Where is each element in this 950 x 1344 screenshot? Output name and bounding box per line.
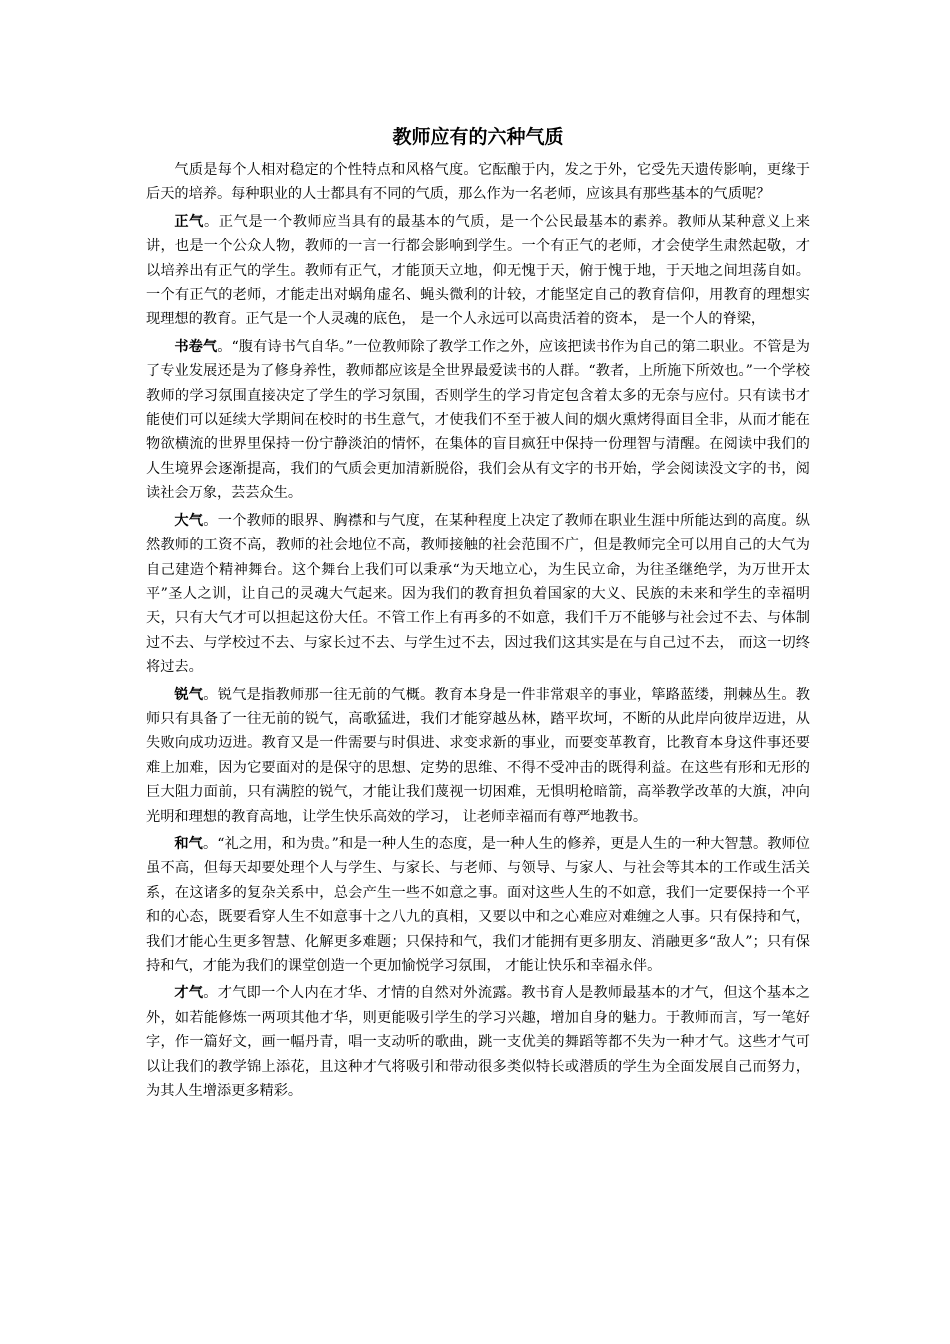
section-term: 和气 (174, 835, 203, 852)
intro-paragraph: 气质是每个人相对稳定的个性特点和风格气度。它酝酿于内，发之于外，它受先天遗传影响，更缘于后天的培养。每种职业的人士都具有不同的气质，那么作为一名老师，应该具有那些基本的气质呢？ (146, 162, 810, 203)
section-text: 。“礼之用，和为贵。”和是一种人生的态度，是一种人生的修养，更是人生的一种大智慧。教师位虽不高，但每天却要处理个人与学生、与家长、与老师、与领导、与家人、与社会等其本的工作或生活关系，在这诸多的复杂关系中，总会产生一些不如意之事。面对这些人生的不如意，我们一定要保持一个平和的心态，既要看穿人生不如意事十之八九的真相，又要以中和之心难应对难缠之人事。只有保持和气，我们才能心生更多智慧、化解更多难题；只保持和气，我们才能拥有更多朋友、消融更多“敌人”；只有保持和气，才能为我们的课堂创造一个更加愉悦学习氛围， 才能让快乐和幸福永伴。 (146, 835, 810, 974)
section-text: 。一个教师的眼界、胸襟和与气度，在某种程度上决定了教师在职业生涯中所能达到的高度。纵然教师的工资不高，教师的社会地位不高，教师接触的社会范围不广，但是教师完全可以用自己的大气为自己建造个精神舞台。这个舞台上我们可以秉承“为天地立心，为生民立命，为往圣继绝学，为万世开太平”圣人之训，让自己的灵魂大气起来。因为我们的教育担负着国家的大义、民族的未来和学生的幸福明天，只有大气才可以担起这份大任。不管工作上有再多的不如意，我们千万不能够与社会过不去、与体制过不去、与学校过不去、与家长过不去、与学生过不去，因过我们这其实是在与自己过不去， 而这一切终将过去。 (146, 512, 810, 676)
section-term: 书卷气 (174, 338, 218, 355)
section-text: 。才气即一个人内在才华、才情的自然对外流露。教书育人是教师最基本的才气，但这个基本之外，如若能修炼一两项其他才华，则更能吸引学生的学习兴趣，增加自身的魅力。于教师而言，写一笔好字，作一篇好文，画一幅丹青，唱一支动听的歌曲，跳一支优美的舞蹈等都不失为一种才气。这些才气可以让我们的教学锦上添花，且这种才气将吸引和带动很多类似特长或潜质的学生为全面发展自己而努力， 为其人生增添更多精彩。 (146, 985, 810, 1100)
section-shujuanqi (146, 335, 810, 506)
section-text: 。正气是一个教师应当具有的最基本的气质，是一个公民最基本的素养。教师从某种意义上来讲，也是一个公众人物，教师的一言一行都会影响到学生。一个有正气的老师，才会使学生肃然起敬，才以培养出有正气的学生。教师有正气，才能顶天立地，仰无愧于天，俯于愧于地，于天地之间坦荡自如。一个有正气的老师，才能走出对蜗角虚名、蝇头微利的计较，才能坚定自己的教育信仰，用教育的理想实现理想的教育。正气是一个人灵魂的底色， 是一个人永远可以高贵活着的资本， 是一个人的脊梁， (146, 213, 810, 328)
section-daqi (146, 509, 810, 680)
section-text: 。锐气是指教师那一往无前的气概。教育本身是一件非常艰辛的事业，筚路蓝缕，荆棘丛生。教师只有具备了一往无前的锐气，高歌猛进，我们才能穿越丛林，踏平坎坷，不断的从此岸向彼岸迈进，从失败向成功迈进。教育又是一件需要与时俱进、求变求新的事业，而要变革教育，比教育本身这件事还要难上加难，因为它要面对的是保守的思想、定势的思维、不得不受冲击的既得利益。在这些有形和无形的巨大阻力面前，只有满腔的锐气，才能让我们蔑视一切困难，无惧明枪暗箭，高举教学改革的大旗，冲向光明和理想的教育高地，让学生快乐高效的学习， 让老师幸福而有尊严地教书。 (146, 686, 810, 825)
section-term: 正气 (174, 213, 204, 230)
section-term: 锐气 (174, 686, 204, 703)
section-caiqi (146, 981, 810, 1103)
document-title: 教师应有的六种气质 (392, 126, 564, 148)
section-ruiqi (146, 683, 810, 829)
section-zhengqi (146, 210, 810, 332)
section-term: 才气 (174, 985, 204, 1002)
section-heqi (146, 832, 810, 978)
document-body (146, 118, 810, 1106)
section-term: 大气 (174, 512, 204, 529)
section-text: 。“腹有诗书气自华。”一位教师除了教学工作之外，应该把读书作为自己的第二职业。不管是为了专业发展还是为了修身养性，教师都应该是全世界最爱读书的人群。“教者，上所施下所效也。”一个学校教师的学习氛围直接决定了学生的学习氛围，否则学生的学习肯定包含着太多的无奈与应付。只有读书才能使们可以延续大学期间在校时的书生意气，才使我们不至于被人间的烟火熏烤得面目全非，从而才能在物欲横流的世界里保持一份宁静淡泊的情怀，在集体的盲目疯狂中保持一份理智与清醒。在阅读中我们的人生境界会逐渐提高，我们的气质会更加清新脱俗，我们会从有文字的书开始，学会阅读没文字的书，阅读社会万象，芸芸众生。 (146, 338, 810, 502)
